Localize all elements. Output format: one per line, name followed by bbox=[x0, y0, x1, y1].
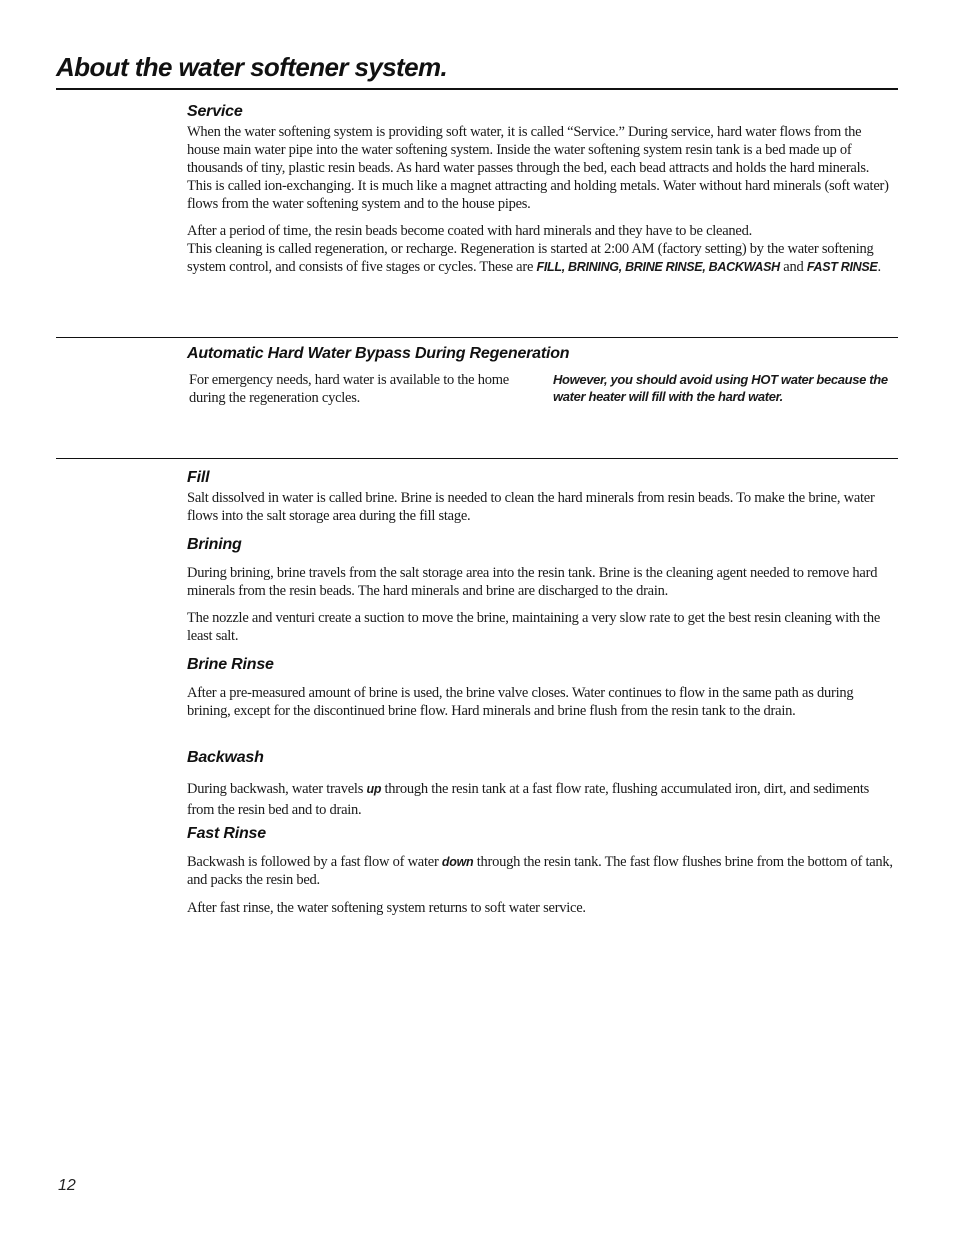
backwash-up: up bbox=[366, 782, 382, 796]
backwash-heading: Backwash bbox=[187, 749, 264, 766]
fast-rinse-paragraph-2: After fast rinse, the water softening system returns to soft water service. bbox=[187, 900, 586, 916]
page-title: About the water softener system. bbox=[56, 52, 448, 82]
service-p2-line1: After a period of time, the resin beads become coated with hard minerals and they have to be cleaned. bbox=[187, 223, 752, 239]
service-paragraph-1: When the water softening system is providing soft water, it is called “Service.” During service, hard water flows from the house main water pipe into the water softening system. Inside the water softening system resin tank is a bed made up of thousands of tiny, plastic resin beads. As hard water passes through the bed, each bead attracts and holds the hard minerals. This is called ion-exchanging. It is much like a magnet attracting and holding metals. Water without hard minerals (soft water) flows from the water softening system and to the house pipes. bbox=[187, 124, 889, 212]
fill-heading: Fill bbox=[187, 469, 210, 486]
service-fast-rinse: FAST RINSE bbox=[806, 260, 878, 274]
fill-paragraph: Salt dissolved in water is called brine. Brine is needed to clean the hard minerals from resin beads. To make the brine, water flows into the salt storage area during the fill stage. bbox=[187, 490, 875, 524]
fast-rinse-text-pre: Backwash is followed by a fast flow of water bbox=[187, 854, 442, 870]
page-number: 12 bbox=[58, 1177, 76, 1194]
bypass-heading: Automatic Hard Water Bypass During Regeneration bbox=[187, 345, 570, 362]
backwash-paragraph bbox=[187, 779, 897, 821]
service-paragraph-2 bbox=[187, 222, 897, 276]
brining-section bbox=[187, 536, 897, 645]
service-and: and bbox=[779, 259, 807, 275]
bypass-section bbox=[187, 345, 897, 363]
backwash-section bbox=[187, 749, 897, 821]
backwash-text-post: through the resin tank at a fast flow rate, flushing accumulated iron, dirt, and sediments from the resin bed and to drain. bbox=[187, 781, 869, 818]
title-rule bbox=[56, 88, 898, 90]
service-cycles: FILL, BRINING, BRINE RINSE, BACKWASH bbox=[536, 260, 780, 274]
service-end: . bbox=[877, 259, 881, 275]
service-section bbox=[187, 103, 897, 276]
fast-rinse-section bbox=[187, 825, 897, 917]
brine-rinse-heading: Brine Rinse bbox=[187, 656, 274, 673]
section-divider-2 bbox=[56, 458, 898, 459]
service-heading: Service bbox=[187, 103, 243, 120]
brine-rinse-section bbox=[187, 656, 897, 720]
section-divider-1 bbox=[56, 337, 898, 338]
fast-rinse-paragraph-1 bbox=[187, 853, 897, 889]
brine-rinse-paragraph: After a pre-measured amount of brine is used, the brine valve closes. Water continues to flow in the same path as during brining, except for the discontinued brine flow. Hard minerals and brine flush from the resin tank to the drain. bbox=[187, 685, 854, 719]
bypass-warning: However, you should avoid using HOT water because the water heater will fill with the hard water. bbox=[553, 372, 888, 404]
fast-rinse-heading: Fast Rinse bbox=[187, 825, 266, 842]
brining-paragraph-2: The nozzle and venturi create a suction to move the brine, maintaining a very slow rate to get the best resin cleaning with the least salt. bbox=[187, 610, 881, 644]
brining-heading: Brining bbox=[187, 536, 242, 553]
fast-rinse-down: down bbox=[441, 855, 474, 869]
fast-rinse-text-post: through the resin tank. The fast flow flushes brine from the bottom of tank, and packs the resin bed. bbox=[187, 854, 893, 888]
bypass-note: For emergency needs, hard water is available to the home during the regeneration cycles. bbox=[189, 372, 509, 406]
service-p2-line2: This cleaning is called regeneration, or recharge. Regeneration is started at 2:00 AM (factory setting) by the water softening system control, and consists of five stages or cycles. These are bbox=[187, 241, 874, 275]
brining-paragraph-1: During brining, brine travels from the salt storage area into the resin tank. Brine is the cleaning agent needed to remove hard minerals from the resin beads. The hard minerals and brine are discharged to the drain. bbox=[187, 565, 878, 599]
backwash-text-pre: During backwash, water travels bbox=[187, 781, 367, 797]
fill-section bbox=[187, 469, 897, 525]
